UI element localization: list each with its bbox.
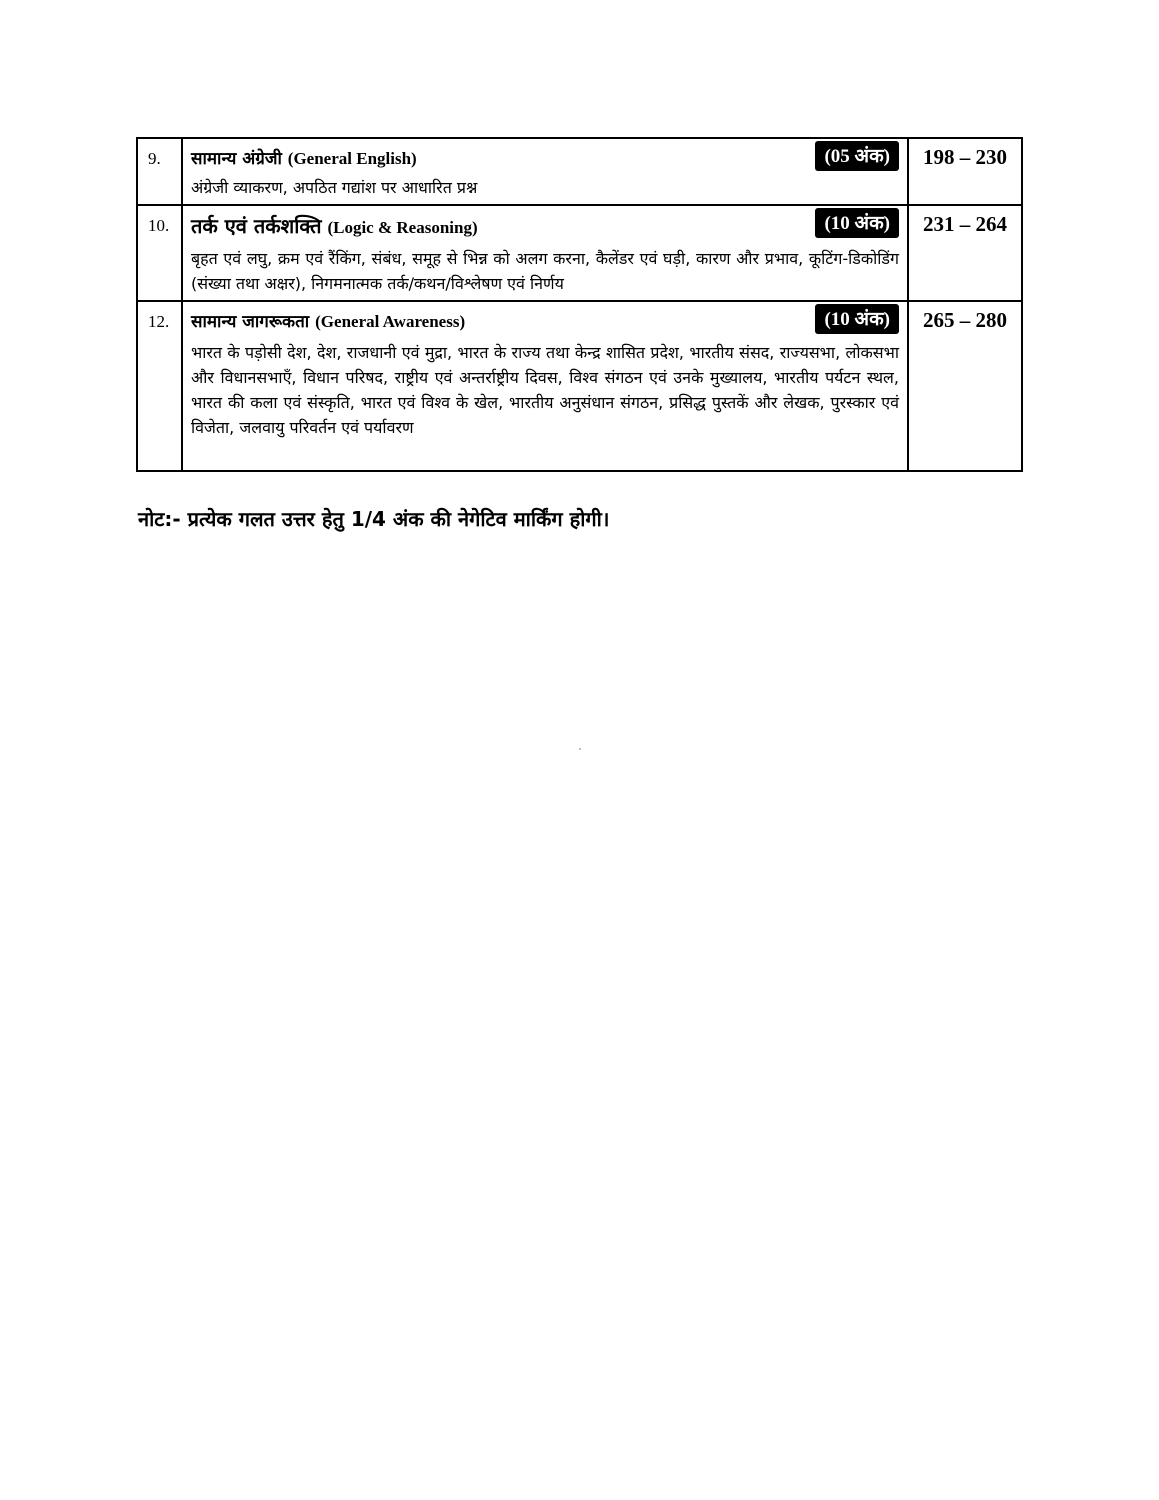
topic-title xyxy=(191,214,478,240)
marks-badge: (10 अंक) xyxy=(815,208,899,238)
topic-title-english: (General English) xyxy=(287,149,417,168)
syllabus-table xyxy=(136,137,1023,472)
question-range: 231 – 264 xyxy=(908,205,1022,301)
topic-description: अंग्रेजी व्याकरण, अपठित गद्यांश पर आधारित प्रश्न xyxy=(191,178,478,197)
table-row xyxy=(137,138,1022,205)
table-row xyxy=(137,301,1022,471)
scan-speck xyxy=(579,748,581,750)
row-content xyxy=(182,138,908,205)
topic-description: बृहत एवं लघु, क्रम एवं रैंकिंग, संबंध, समूह से भिन्न को अलग करना, कैलेंडर एवं घड़ी, कारण और प्रभाव, कूटिंग-डिकोडिंग (संख्या तथा अक्षर), निगमनात्मक तर्क/कथन/विश्लेषण एवं निर्णय xyxy=(191,249,899,293)
topic-title xyxy=(191,147,417,171)
question-range: 265 – 280 xyxy=(908,301,1022,471)
row-number: 10. xyxy=(137,205,182,301)
topic-title-english: (Logic & Reasoning) xyxy=(327,218,478,237)
topic-title-english: (General Awareness) xyxy=(315,312,466,331)
table-row xyxy=(137,205,1022,301)
topic-title-hindi: सामान्य जागरूकता xyxy=(191,312,310,332)
negative-marking-note: नोट:- प्रत्येक गलत उत्तर हेतु 1/4 अंक की नेगेटिव मार्किंग होगी। xyxy=(138,507,610,531)
row-content xyxy=(182,205,908,301)
topic-title xyxy=(191,310,465,334)
topic-title-hindi: सामान्य अंग्रेजी xyxy=(191,149,282,169)
question-range: 198 – 230 xyxy=(908,138,1022,205)
row-number: 12. xyxy=(137,301,182,471)
topic-title-hindi: तर्क एवं तर्कशक्ति xyxy=(191,214,322,238)
marks-badge: (05 अंक) xyxy=(815,141,899,171)
marks-badge: (10 अंक) xyxy=(815,304,899,334)
row-number: 9. xyxy=(137,138,182,205)
row-content xyxy=(182,301,908,471)
topic-description: भारत के पड़ोसी देश, देश, राजधानी एवं मुद्रा, भारत के राज्य तथा केन्द्र शासित प्रदेश, भारतीय संसद, राज्यसभा, लोकसभा और विधानसभाएँ, विधान परिषद, राष्ट्रीय एवं अन्तर्राष्ट्रीय दिवस, विश्व संगठन एवं उनके मुख्यालय, भारतीय पर्यटन स्थल, भारत की कला एवं संस्कृति, भारत एवं विश्व के खेल, भारतीय अनुसंधान संगठन, प्रसिद्ध पुस्तकें और लेखक, पुरस्कार एवं विजेता, जलवायु परिवर्तन एवं पर्यावरण xyxy=(191,343,899,437)
